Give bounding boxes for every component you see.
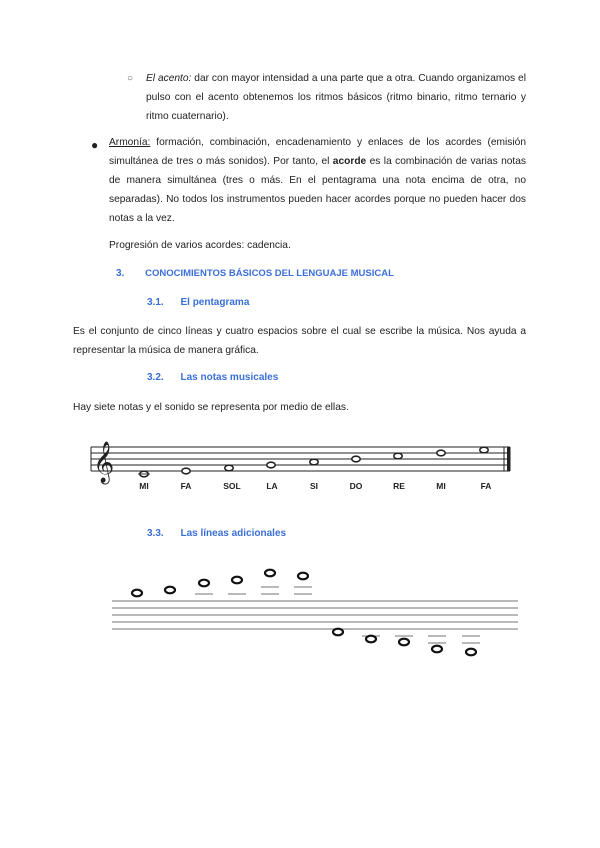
progression-text: Progresión de varios acordes: cadencia.	[109, 240, 291, 251]
whole-note	[399, 639, 409, 646]
staff-lines	[91, 447, 510, 471]
whole-note	[199, 580, 209, 587]
subsection-3-2-heading	[147, 372, 278, 383]
barline-thick	[507, 447, 511, 471]
notes-intro: Hay siete notas y el sonido se representa por medio de ellas.	[73, 402, 349, 413]
whole-note	[265, 570, 275, 577]
whole-notes	[132, 570, 476, 656]
chord-term: acorde	[332, 156, 367, 167]
subsection-3-1-title: El pentagrama	[180, 297, 250, 308]
whole-note	[165, 587, 175, 594]
staff-definition: Es el conjunto de cinco líneas y cuatro espacios sobre el cual se escribe la música. Nos ayuda a representar la música de manera gráfica.	[73, 326, 526, 356]
note-sol	[225, 465, 233, 471]
accent-term: El acento:	[146, 73, 192, 84]
subsection-3-1-number: 3.1.	[147, 297, 164, 308]
section-3-title: CONOCIMIENTOS BÁSICOS DEL LENGUAJE MUSICAL	[145, 268, 394, 279]
subsection-3-3-title: Las líneas adicionales	[180, 528, 287, 539]
note-fa-high	[480, 447, 488, 453]
note-label: FA	[180, 481, 192, 491]
note-label: LA	[266, 481, 278, 491]
whole-note	[466, 649, 476, 656]
note-do	[352, 456, 360, 462]
section-3-number: 3.	[116, 268, 125, 279]
harmony-text-a: formación, combinación, encadenamiento y enlaces de los acordes (emisión simultánea de tres o más sonidos). Por tanto, el	[109, 137, 526, 167]
note-heads	[138, 447, 488, 477]
ledger-lines-staff	[100, 562, 520, 662]
note-mi-high	[437, 450, 445, 456]
note-label: SI	[309, 481, 319, 491]
section-3-heading	[116, 268, 394, 279]
note-label: MI	[436, 481, 446, 491]
subsection-3-3-heading	[147, 528, 286, 539]
note-si	[310, 459, 318, 465]
accent-text: dar con mayor intensidad a una parte que a otra. Cuando organizamos el pulso con el acento obtenemos los ritmos básicos (ritmo binario, ritmo ternario y ritmo cuaternario).	[146, 73, 526, 122]
harmony-paragraph	[109, 133, 526, 228]
note-labels	[139, 481, 491, 491]
accent-paragraph	[146, 69, 526, 126]
list-bullet-solid: ●	[91, 138, 99, 152]
note-la	[267, 462, 275, 468]
note-label: RE	[393, 481, 405, 491]
harmony-term: Armonía:	[109, 137, 151, 148]
harmony-text-b: es la combinación de varias notas de manera simultánea (tres o más. En el pentagrama una nota encima de otra, no separadas). No todos los instrumentos pueden hacer acordes porque no pueden hacer dos notas a la vez.	[109, 156, 526, 224]
list-bullet-hollow: ○	[127, 73, 134, 84]
musical-staff-notes	[86, 438, 516, 498]
whole-note	[132, 590, 142, 597]
subsection-3-3-number: 3.3.	[147, 528, 164, 539]
subsection-3-2-title: Las notas musicales	[180, 372, 279, 383]
note-label: MI	[139, 481, 149, 491]
whole-note	[298, 573, 308, 580]
note-label: FA	[480, 481, 492, 491]
subsection-3-1-heading	[147, 297, 249, 308]
note-label: SOL	[223, 481, 241, 491]
subsection-3-2-number: 3.2.	[147, 372, 164, 383]
treble-clef-icon: 𝄞	[93, 441, 115, 482]
whole-note	[333, 629, 343, 636]
staff-lines	[112, 601, 518, 629]
note-label: DO	[349, 481, 363, 491]
whole-note	[232, 577, 242, 584]
whole-note	[366, 636, 376, 643]
note-fa	[182, 468, 190, 474]
note-re	[394, 453, 402, 459]
whole-note	[432, 646, 442, 653]
